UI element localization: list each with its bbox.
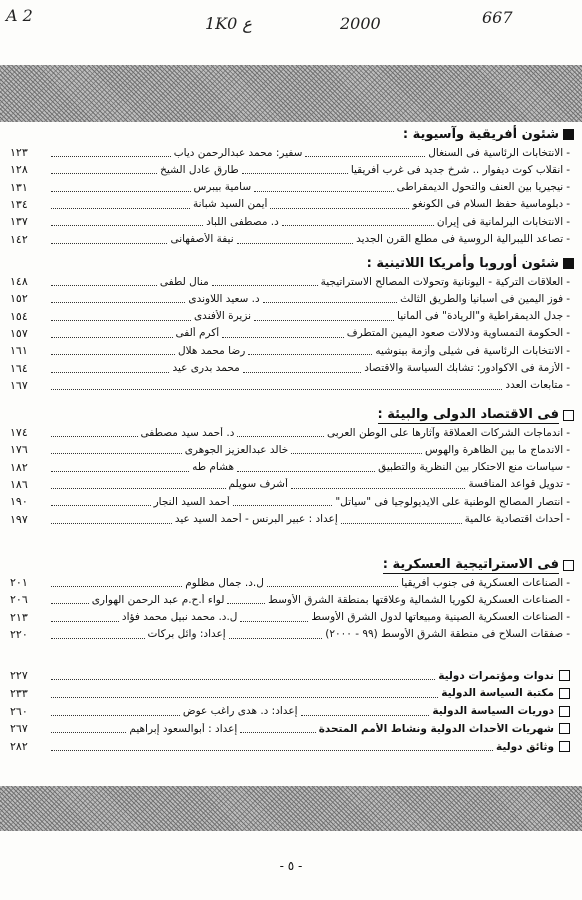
entry-author: خالد عبدالعزيز الجوهرى <box>184 443 289 456</box>
entry-body <box>48 496 570 508</box>
entry-body <box>48 687 570 699</box>
entry-body <box>48 345 570 357</box>
entry-bullet: - <box>566 215 570 228</box>
toc-entry <box>4 377 570 394</box>
toc-entry <box>4 476 570 493</box>
entry-author: رضا محمد هلال <box>178 344 246 357</box>
entry-title: الصناعات العسكرية الصينية ومبيعاتها لدول الشرق الأوسط <box>311 611 564 624</box>
toc-entry <box>4 360 570 377</box>
entry-body <box>48 444 570 456</box>
entry-author: د. مصطفى اللباد <box>206 215 279 228</box>
leader-dots <box>254 183 394 192</box>
entry-title: الانتخابات البرلمانية فى إيران <box>436 215 564 228</box>
standalone-entry <box>4 720 570 737</box>
square-marker-icon <box>563 560 574 571</box>
toc-entry <box>4 342 570 359</box>
entry-bullet: - <box>566 513 570 525</box>
page-number-cell: ١٧٦ <box>10 443 28 457</box>
checkbox-square-icon <box>559 670 570 681</box>
entry-title: جدل الديمقراطية و"الريادة" فى ألمانيا <box>397 310 564 323</box>
page-number-cell: ١٥٢ <box>10 292 28 306</box>
entry-body <box>48 628 570 640</box>
leader-dots <box>51 724 126 733</box>
leader-dots <box>237 463 375 472</box>
entry-title: ندوات ومؤتمرات دولية <box>438 669 554 682</box>
toc-entry <box>4 196 570 213</box>
page-number-cell: ١٨٢ <box>10 460 28 474</box>
entry-author: د. أحمد سيد مصطفى <box>140 426 235 439</box>
entry-title: فوز اليمين فى أسبانيا والطريق الثالث <box>400 292 564 305</box>
page-number: - ٥ - <box>279 859 303 873</box>
page-number-cell: ٢١٣ <box>10 610 28 624</box>
page-number-cell: ١٦٧ <box>10 378 28 392</box>
entry-author: أكرم ألفى <box>175 327 220 340</box>
entry-title: الانتخابات الرئاسية فى شيلى وأزمة بينوشيه <box>375 344 564 357</box>
handwritten-year: 2000 <box>340 14 381 33</box>
toc-entry <box>4 424 570 441</box>
section-title: شئون أوروبا وأمريكا اللاتينية : <box>366 256 559 271</box>
entry-title: وثائق دولية <box>496 740 554 753</box>
entry-bullet: - <box>566 461 570 474</box>
entry-body <box>48 461 570 473</box>
standalone-entry <box>4 667 570 684</box>
leader-dots <box>267 578 398 587</box>
entry-author: ل.د. جمال مظلوم <box>185 576 264 589</box>
entry-bullet: - <box>566 443 570 456</box>
page-number-cell: ١٩٠ <box>10 495 28 509</box>
section-title: فى الاقتصاد الدولى والبيئة : <box>377 407 559 422</box>
entry-title: شهريات الأحداث الدولية ونشاط الأمم المتحدة <box>318 722 554 735</box>
leader-dots <box>233 497 333 506</box>
checkbox-square-icon <box>559 706 570 717</box>
entry-body <box>48 198 570 210</box>
entry-body <box>48 310 570 322</box>
leader-dots <box>51 445 182 454</box>
toc-entry <box>4 308 570 325</box>
entry-body <box>48 723 570 735</box>
leader-dots <box>51 346 175 355</box>
section-title: فى الاستراتيجية العسكرية : <box>382 557 559 572</box>
entry-bullet: - <box>566 593 570 606</box>
entry-bullet: - <box>566 611 570 624</box>
handwritten-code: A 2 <box>6 6 33 25</box>
leader-dots <box>51 515 172 524</box>
checkbox-square-icon <box>559 688 570 699</box>
entry-body <box>48 513 570 525</box>
leader-dots <box>51 463 189 472</box>
leader-dots <box>291 480 466 489</box>
leader-dots <box>237 428 324 437</box>
leader-dots <box>291 445 422 454</box>
entry-title: الصناعات العسكرية لكوريا الشمالية وعلاقتها بمنطقة الشرق الأوسط <box>268 593 564 606</box>
page-number-cell: ٢٠٦ <box>10 593 28 607</box>
leader-dots <box>263 294 397 303</box>
entry-author: أحمد السيد النجار <box>153 495 230 508</box>
entry-body <box>48 594 570 606</box>
section-heading <box>367 256 574 271</box>
entry-bullet: - <box>566 146 570 159</box>
leader-dots <box>242 165 348 174</box>
entry-body <box>48 478 570 490</box>
entry-author: أشرف سويلم <box>228 478 288 491</box>
entry-author: إعداد: د. هدى راغب عوض <box>182 705 298 718</box>
page-number-cell: ٢٦٠ <box>10 704 28 718</box>
leader-dots <box>51 707 180 716</box>
leader-dots <box>51 480 226 489</box>
leader-dots <box>240 724 315 733</box>
leader-dots <box>51 148 171 157</box>
entry-body <box>48 741 570 753</box>
leader-dots <box>270 200 409 209</box>
entry-title: نيجيريا بين العنف والتحول الديمقراطى <box>396 181 564 194</box>
leader-dots <box>51 183 191 192</box>
leader-dots <box>301 707 430 716</box>
entry-title: دوريات السياسة الدولية <box>432 705 554 718</box>
entry-title: الانتخابات الرئاسية فى السنغال <box>428 146 564 159</box>
entry-title: مكتبة السياسة الدولية <box>441 687 554 700</box>
leader-dots <box>51 165 157 174</box>
entry-author: نيفة الأصفهانى <box>170 233 234 245</box>
entry-body <box>48 327 570 339</box>
toc-entry <box>4 493 570 510</box>
square-marker-icon <box>563 129 574 140</box>
entry-title: الاندماج ما بين الظاهرة والهوس <box>424 443 564 456</box>
entry-author: نزيرة الأفندى <box>193 310 252 323</box>
entry-body <box>48 216 570 228</box>
entry-body <box>48 362 570 374</box>
toc-entry <box>4 626 570 643</box>
checkbox-square-icon <box>559 723 570 734</box>
handwritten-number: 667 <box>482 8 513 27</box>
entry-body <box>48 611 570 623</box>
page-number-cell: ١٨٦ <box>10 477 28 491</box>
page-number-cell: ١٢٨ <box>10 163 28 177</box>
page-number-cell: ١٣٤ <box>10 197 28 211</box>
leader-dots <box>212 277 318 286</box>
section-heading <box>403 127 574 142</box>
page-number-cell: ١٤٨ <box>10 275 28 288</box>
leader-dots <box>51 742 493 751</box>
entry-bullet: - <box>566 181 570 194</box>
entry-title: تدويل قواعد المنافسة <box>468 478 564 491</box>
page-number-cell: ٢٢٠ <box>10 627 28 641</box>
leader-dots <box>51 595 89 604</box>
page-number-cell: ٢٢٧ <box>10 669 28 682</box>
entry-body <box>48 379 570 391</box>
leader-dots <box>248 346 372 355</box>
leader-dots <box>51 294 185 303</box>
toc-entry <box>4 511 570 528</box>
entry-body <box>48 705 570 717</box>
page-number-cell: ١٩٧ <box>10 512 28 526</box>
entry-author: محمد بدرى عيد <box>172 362 240 374</box>
toc-entry <box>4 574 570 591</box>
entry-bullet: - <box>566 310 570 323</box>
leader-dots <box>240 613 308 622</box>
section-heading <box>383 557 574 574</box>
entry-title: انتصار المصالح الوطنية على الايديولوجيا فى "سياتل" <box>335 495 564 508</box>
section-heading <box>378 407 574 424</box>
page-number-cell: ١٤٢ <box>10 232 28 246</box>
leader-dots <box>51 428 138 437</box>
entry-title: تصاعد الليبرالية الروسية فى مطلع القرن الجديد <box>356 233 564 245</box>
page-number-cell: ١٧٤ <box>10 426 28 439</box>
entry-title: سياسات منع الاحتكار بين النظرية والتطبيق <box>378 461 564 474</box>
entry-author: ل.د. محمد نبيل محمد فؤاد <box>121 611 238 624</box>
leader-dots <box>243 364 361 373</box>
standalone-entry <box>4 738 570 755</box>
leader-dots <box>237 235 353 244</box>
entry-title: متابعات العدد <box>505 379 564 392</box>
standalone-entry <box>4 703 570 720</box>
page-number-cell: ١٥٧ <box>10 326 28 340</box>
toc-entry <box>4 441 570 458</box>
entry-author: إعداد: وائل بركات <box>147 628 226 641</box>
leader-dots <box>341 515 462 524</box>
page-number-cell: ٢٠١ <box>10 576 28 589</box>
entry-author: لواء أ.ح.م عبد الرحمن الهوارى <box>91 593 225 606</box>
entry-body <box>48 577 570 589</box>
page-number-cell: ٢٣٣ <box>10 686 28 700</box>
leader-dots <box>51 689 438 698</box>
leader-dots <box>51 671 435 680</box>
square-marker-icon <box>563 410 574 421</box>
standalone-entry <box>4 685 570 702</box>
toc-entry <box>4 231 570 248</box>
entry-title: الحكومة النمساوية ودلالات صعود اليمين المتطرف <box>346 327 564 340</box>
entry-body <box>48 293 570 305</box>
toc-entry <box>4 459 570 476</box>
entry-title: انقلاب كوت ديفوار .. شرخ جديد فى غرب أفريقيا <box>350 163 564 176</box>
entry-body <box>48 276 570 288</box>
leader-dots <box>51 277 157 286</box>
leader-dots <box>51 613 119 622</box>
toc-entry <box>4 290 570 307</box>
entry-author: طارق عادل الشيخ <box>160 163 239 176</box>
entry-author: أيمن السيد شبانة <box>192 198 268 211</box>
leader-dots <box>222 329 344 338</box>
leader-dots <box>305 148 425 157</box>
leader-dots <box>51 200 190 209</box>
toc-entry <box>4 273 570 290</box>
page-number-cell: ١٣١ <box>10 180 28 194</box>
leader-dots <box>51 329 173 338</box>
entry-bullet: - <box>566 163 570 176</box>
toc-entry <box>4 213 570 230</box>
entry-author: إعداد : أبوالسعود إبراهيم <box>129 722 238 735</box>
entry-body <box>48 147 570 159</box>
entry-bullet: - <box>566 344 570 357</box>
entry-title: الصناعات العسكرية فى جنوب أفريقيا <box>401 576 564 589</box>
entry-bullet: - <box>566 233 570 245</box>
section-title: شئون أفريقية وآسيوية : <box>402 127 559 142</box>
leader-dots <box>229 630 323 639</box>
entry-body <box>48 233 570 245</box>
page-number-cell: ١٦٤ <box>10 361 28 375</box>
entry-title: العلاقات التركية - اليونانية وتحولات المصالح الاستراتيجية <box>320 275 564 288</box>
entry-author: سامية بيبرس <box>193 181 252 194</box>
page-number-cell: ١٦١ <box>10 344 28 358</box>
leader-dots <box>51 217 203 226</box>
entry-bullet: - <box>566 292 570 305</box>
leader-dots <box>51 578 182 587</box>
checkbox-square-icon <box>559 741 570 752</box>
toc-entry <box>4 161 570 178</box>
leader-dots <box>227 595 265 604</box>
toc-entry <box>4 591 570 608</box>
entry-title: صفقات السلاح فى منطقة الشرق الأوسط (٩٩ - ٢٠٠٠) <box>325 628 564 641</box>
entry-body <box>48 181 570 193</box>
leader-dots <box>51 364 169 373</box>
entry-title: الأزمة فى الاكوادور: تشابك السياسة والاقتصاد <box>364 362 564 374</box>
page-number-cell: ٢٦٧ <box>10 722 28 736</box>
entry-bullet: - <box>566 198 570 211</box>
leader-dots <box>51 381 502 390</box>
entry-title: دبلوماسية حفظ السلام فى الكونغو <box>412 198 564 211</box>
leader-dots <box>51 312 191 321</box>
entry-bullet: - <box>566 362 570 374</box>
page-number-cell: ١٢٣ <box>10 146 28 159</box>
entry-body <box>48 670 570 682</box>
entry-bullet: - <box>566 379 570 392</box>
entry-body <box>48 427 570 439</box>
page-number-cell: ٢٨٢ <box>10 740 28 754</box>
handwritten-issue: 1K0 ع <box>205 14 252 33</box>
entry-bullet: - <box>566 426 570 439</box>
leader-dots <box>282 217 434 226</box>
leader-dots <box>51 497 151 506</box>
leader-dots <box>51 630 145 639</box>
entry-body <box>48 164 570 176</box>
entry-bullet: - <box>566 275 570 288</box>
square-marker-icon <box>563 258 574 269</box>
page-number-cell: ١٥٤ <box>10 309 28 323</box>
entry-author: هشام طه <box>192 461 234 474</box>
entry-author: د. سعيد اللاوندى <box>188 292 260 305</box>
entry-bullet: - <box>566 628 570 641</box>
entry-author: سفير: محمد عبدالرحمن دياب <box>173 146 303 159</box>
entry-title: أحداث اقتصادية عالمية <box>464 513 564 525</box>
page-number-cell: ١٣٧ <box>10 215 28 229</box>
toc-entry <box>4 144 570 161</box>
entry-author: إعداد : عبير البرنس - أحمد السيد عيد <box>174 513 338 525</box>
entry-bullet: - <box>566 576 570 589</box>
toc-entry <box>4 179 570 196</box>
toc-entry <box>4 609 570 626</box>
leader-dots <box>254 312 394 321</box>
entry-bullet: - <box>566 478 570 491</box>
leader-dots <box>51 235 167 244</box>
entry-author: منال لطفى <box>159 275 209 288</box>
entry-bullet: - <box>566 495 570 508</box>
toc-entry <box>4 325 570 342</box>
entry-title: اندماجات الشركات العملاقة وآثارها على الوطن العربى <box>326 426 564 439</box>
entry-bullet: - <box>566 327 570 340</box>
